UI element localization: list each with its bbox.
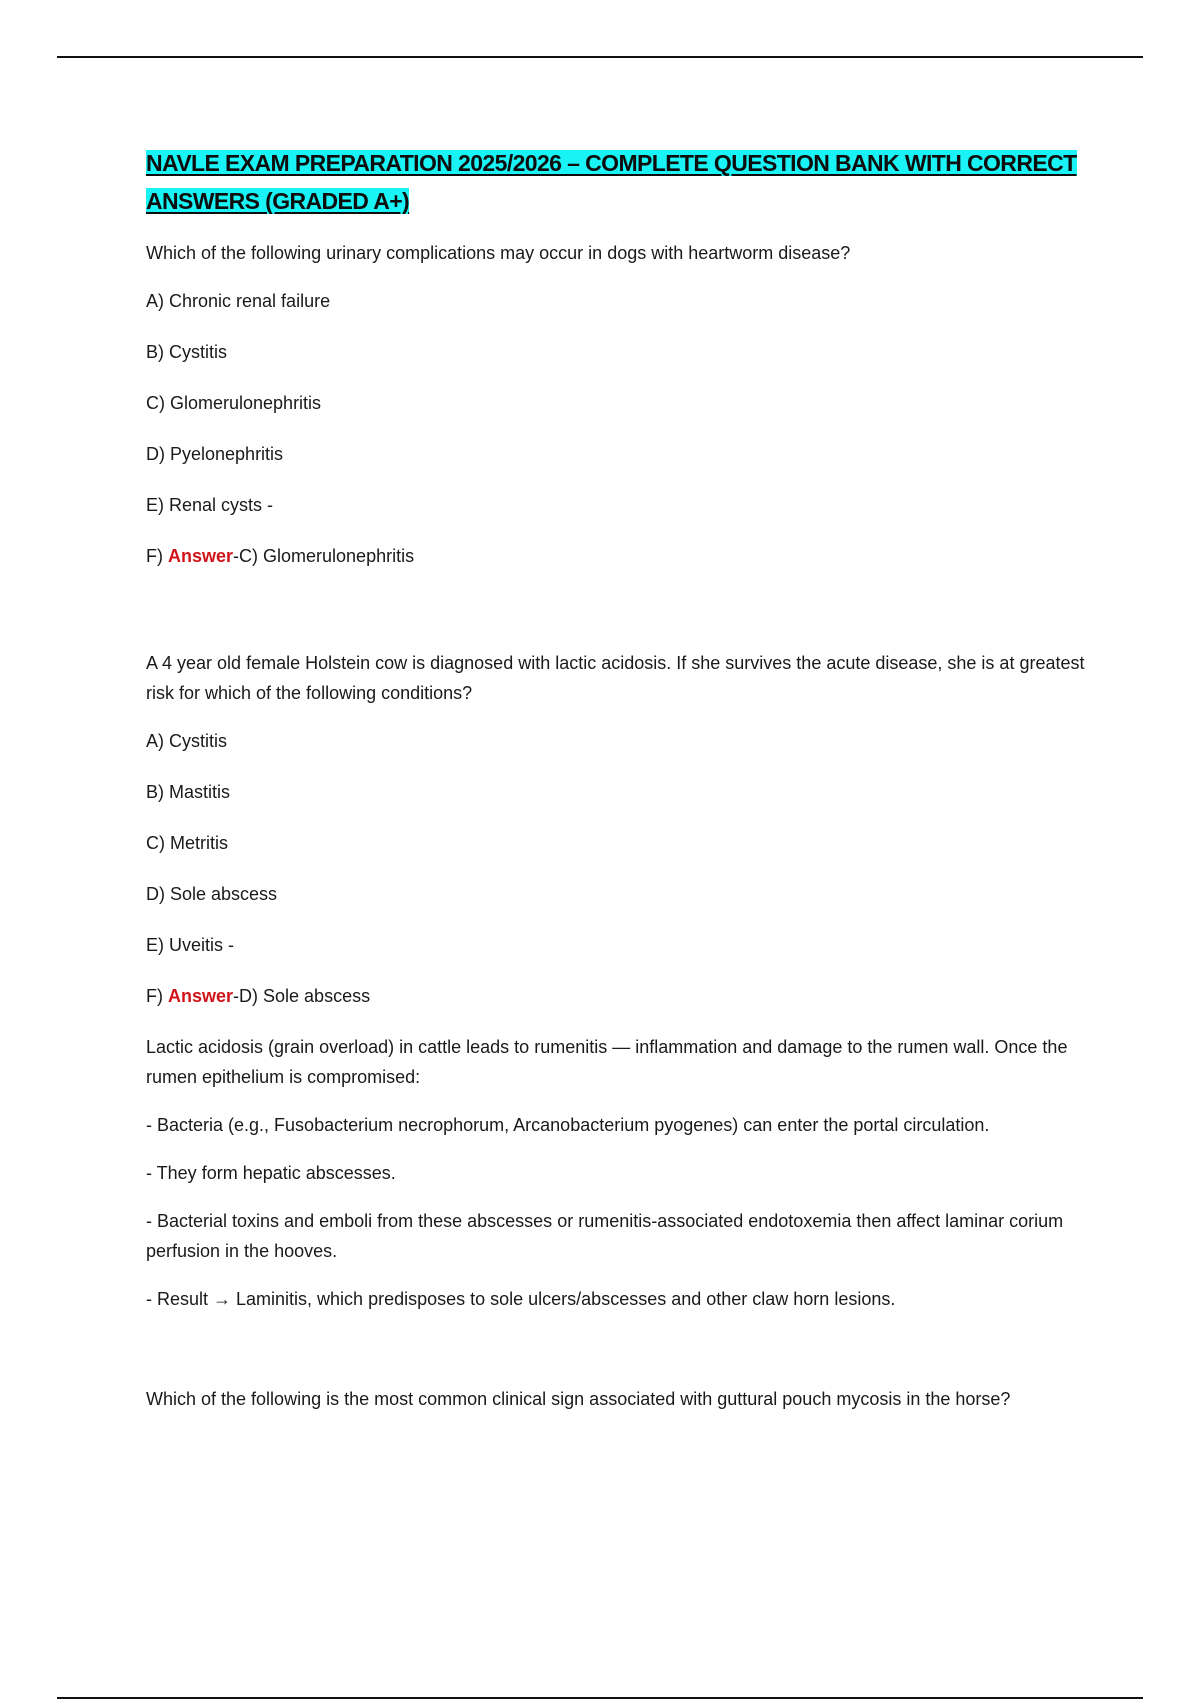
question-2-option-e: E) Uveitis - (146, 935, 235, 955)
explanation-bullet-3: - Bacterial toxins and emboli from these abscesses or rumenitis-associated endotoxemia then affect laminar corium perfusion in the hooves. (146, 1211, 1064, 1261)
answer-label: Answer (168, 546, 234, 566)
answer-label: Answer (168, 986, 234, 1006)
question-1-answer (146, 541, 1096, 571)
question-2-option-d: D) Sole abscess (146, 884, 278, 904)
question-1-text: Which of the following urinary complications may occur in dogs with heartworm disease? (146, 243, 851, 263)
document-title (146, 144, 1096, 220)
question-2-option-c: C) Metritis (146, 833, 228, 853)
question-2-option-b: B) Mastitis (146, 782, 231, 802)
question-1-option-c: C) Glomerulonephritis (146, 393, 322, 413)
question-1-option-b: B) Cystitis (146, 342, 227, 362)
question-3-text: Which of the following is the most common clinical sign associated with guttural pouch mycosis in the horse? (146, 1389, 1011, 1409)
question-2-answer (146, 981, 1096, 1011)
explanation-bullet-4: - Result → Laminitis, which predisposes to sole ulcers/abscesses and other claw horn lesions. (146, 1289, 896, 1309)
answer-prefix: F) (146, 986, 168, 1006)
question-2-text: A 4 year old female Holstein cow is diagnosed with lactic acidosis. If she survives the acute disease, she is at greatest risk for which of the following conditions? (146, 653, 1085, 703)
header-rule (57, 56, 1143, 58)
explanation-bullet-1: - Bacteria (e.g., Fusobacterium necrophorum, Arcanobacterium pyogenes) can enter the portal circulation. (146, 1115, 990, 1135)
answer-text: -D) Sole abscess (233, 986, 371, 1006)
answer-prefix: F) (146, 546, 168, 566)
question-1-option-a: A) Chronic renal failure (146, 291, 331, 311)
explanation-bullet-2: - They form hepatic abscesses. (146, 1163, 396, 1183)
title-highlight: NAVLE EXAM PREPARATION 2025/2026 – COMPLETE QUESTION BANK WITH CORRECT ANSWERS (GRADED A+) (146, 150, 1077, 214)
explanation-paragraph: Lactic acidosis (grain overload) in cattle leads to rumenitis — inflammation and damage to the rumen wall. Once the rumen epithelium is compromised: (146, 1037, 1068, 1087)
question-1-option-d: D) Pyelonephritis (146, 444, 284, 464)
document-page (146, 144, 1096, 1432)
question-2-option-a: A) Cystitis (146, 731, 227, 751)
answer-text: -C) Glomerulonephritis (233, 546, 415, 566)
question-1-option-e: E) Renal cysts - (146, 495, 274, 515)
footer-rule (57, 1697, 1143, 1699)
